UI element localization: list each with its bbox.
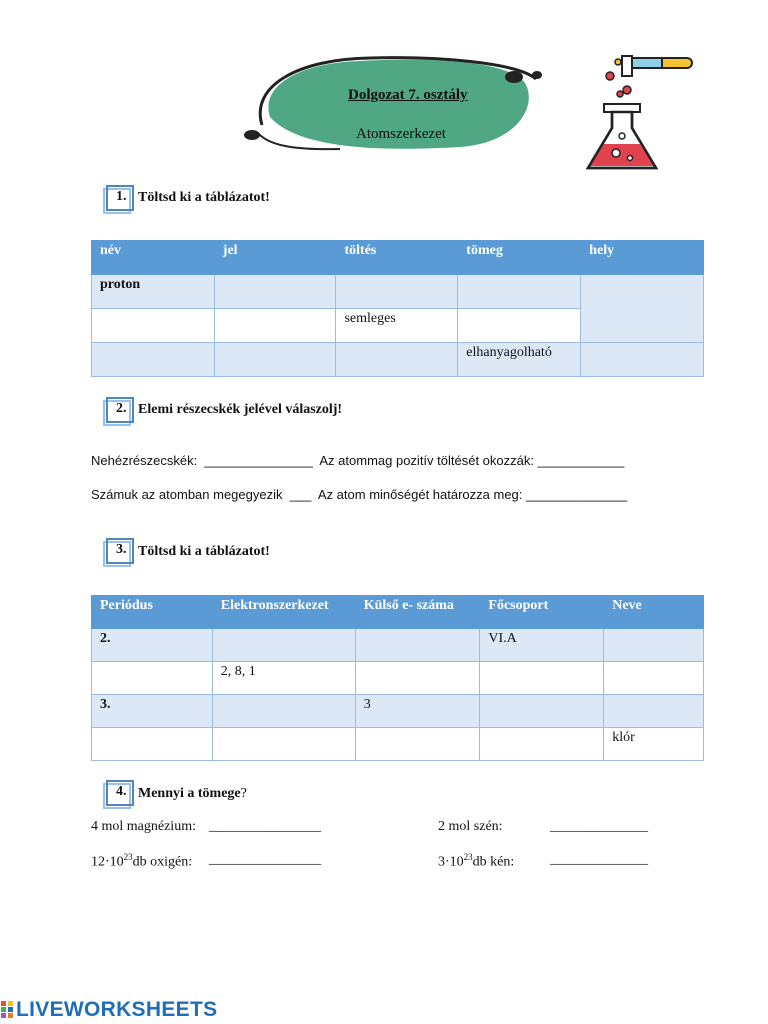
question-1-number: 1. (106, 185, 136, 213)
q4-item-4-label: $3\cdot 10^{23}db$ kén: (438, 852, 515, 870)
q4-item-2-blank[interactable]: ______________ (550, 819, 648, 834)
q4-item-1-label: 4 mol magnézium: (91, 819, 196, 834)
table-cell[interactable] (480, 695, 604, 728)
table-elements (91, 595, 704, 761)
table-cell[interactable] (336, 343, 458, 377)
table-particles (91, 240, 704, 377)
question-3-text: Töltsd ki a táblázatot! (138, 544, 270, 559)
table-cell[interactable] (92, 662, 213, 695)
table-cell[interactable] (480, 662, 604, 695)
col-header-kulso: Külső e- száma (355, 596, 480, 629)
table-cell[interactable] (355, 629, 480, 662)
question-2-number: 2. (106, 397, 136, 425)
q4-item-1-blank[interactable]: ________________ (209, 819, 321, 834)
table-cell[interactable] (92, 309, 215, 343)
table-row (92, 629, 704, 662)
table-cell[interactable] (214, 309, 336, 343)
col-header-neve: Neve (604, 596, 704, 629)
q4-item-3-blank[interactable]: ________________ (209, 852, 321, 867)
table-cell[interactable] (214, 275, 336, 309)
question-2-line-2[interactable]: Számuk az atomban megegyezik ___ Az atom minőségét határozza meg: ______________ (91, 487, 628, 502)
table-cell[interactable] (604, 629, 704, 662)
col-header-tomeg: tömeg (458, 241, 581, 275)
col-header-elektronszerkezet: Elektronszerkezet (212, 596, 355, 629)
table-cell: proton (92, 275, 215, 309)
table-row (92, 343, 704, 377)
brand-text: LIVEWORKSHEETS (16, 998, 218, 1021)
page-subtitle: Atomszerkezet (356, 126, 446, 142)
table-cell[interactable] (212, 728, 355, 761)
table-cell[interactable] (480, 728, 604, 761)
question-2-text: Elemi részecskék jelével válaszolj! (138, 402, 343, 417)
table-cell[interactable] (604, 695, 704, 728)
liveworksheets-logo (0, 996, 217, 1024)
question-4-text: Mennyi a tömege? (138, 786, 247, 801)
col-header-jel: jel (214, 241, 336, 275)
table-cell[interactable] (214, 343, 336, 377)
col-header-nev: név (92, 241, 215, 275)
table-cell[interactable] (604, 662, 704, 695)
table-row (92, 695, 704, 728)
table-cell[interactable] (212, 695, 355, 728)
page-title: Dolgozat 7. osztály (348, 87, 468, 103)
table-header-row (92, 596, 704, 629)
question-1-text: Töltsd ki a táblázatot! (138, 190, 270, 205)
q4-item-2-label: 2 mol szén: (438, 819, 503, 834)
table-row (92, 728, 704, 761)
q4-item-3-label: $12\cdot 10^{23}db$ oxigén: (91, 852, 193, 870)
question-2-line-1[interactable]: Nehézrészecskék: _______________ Az atommag pozitív töltését okozzák: ____________ (91, 453, 625, 468)
col-header-hely: hely (581, 241, 704, 275)
table-cell: VI.A (480, 629, 604, 662)
table-cell: 3 (355, 695, 480, 728)
table-cell[interactable] (581, 275, 704, 343)
table-cell[interactable] (92, 343, 215, 377)
col-header-toltes: töltés (336, 241, 458, 275)
q4-item-4-blank[interactable]: ______________ (550, 852, 648, 867)
table-cell: 2. (92, 629, 213, 662)
table-row (92, 275, 704, 309)
table-cell: 2, 8, 1 (212, 662, 355, 695)
table-cell[interactable] (355, 662, 480, 695)
table-header-row (92, 241, 704, 275)
table-cell[interactable] (458, 309, 581, 343)
table-cell: klór (604, 728, 704, 761)
table-cell[interactable] (336, 275, 458, 309)
table-cell[interactable] (212, 629, 355, 662)
question-3-number: 3. (106, 538, 136, 566)
logo-mark-icon (0, 1000, 14, 1020)
table-cell[interactable] (92, 728, 213, 761)
table-cell: elhanyagolható (458, 343, 581, 377)
table-cell[interactable] (581, 343, 704, 377)
question-4-number: 4. (106, 780, 136, 808)
col-header-focsoport: Főcsoport (480, 596, 604, 629)
table-cell: semleges (336, 309, 458, 343)
flask-icon (582, 52, 702, 174)
col-header-periodus: Periódus (92, 596, 213, 629)
table-cell[interactable] (355, 728, 480, 761)
table-row (92, 662, 704, 695)
table-cell: 3. (92, 695, 213, 728)
table-cell[interactable] (458, 275, 581, 309)
